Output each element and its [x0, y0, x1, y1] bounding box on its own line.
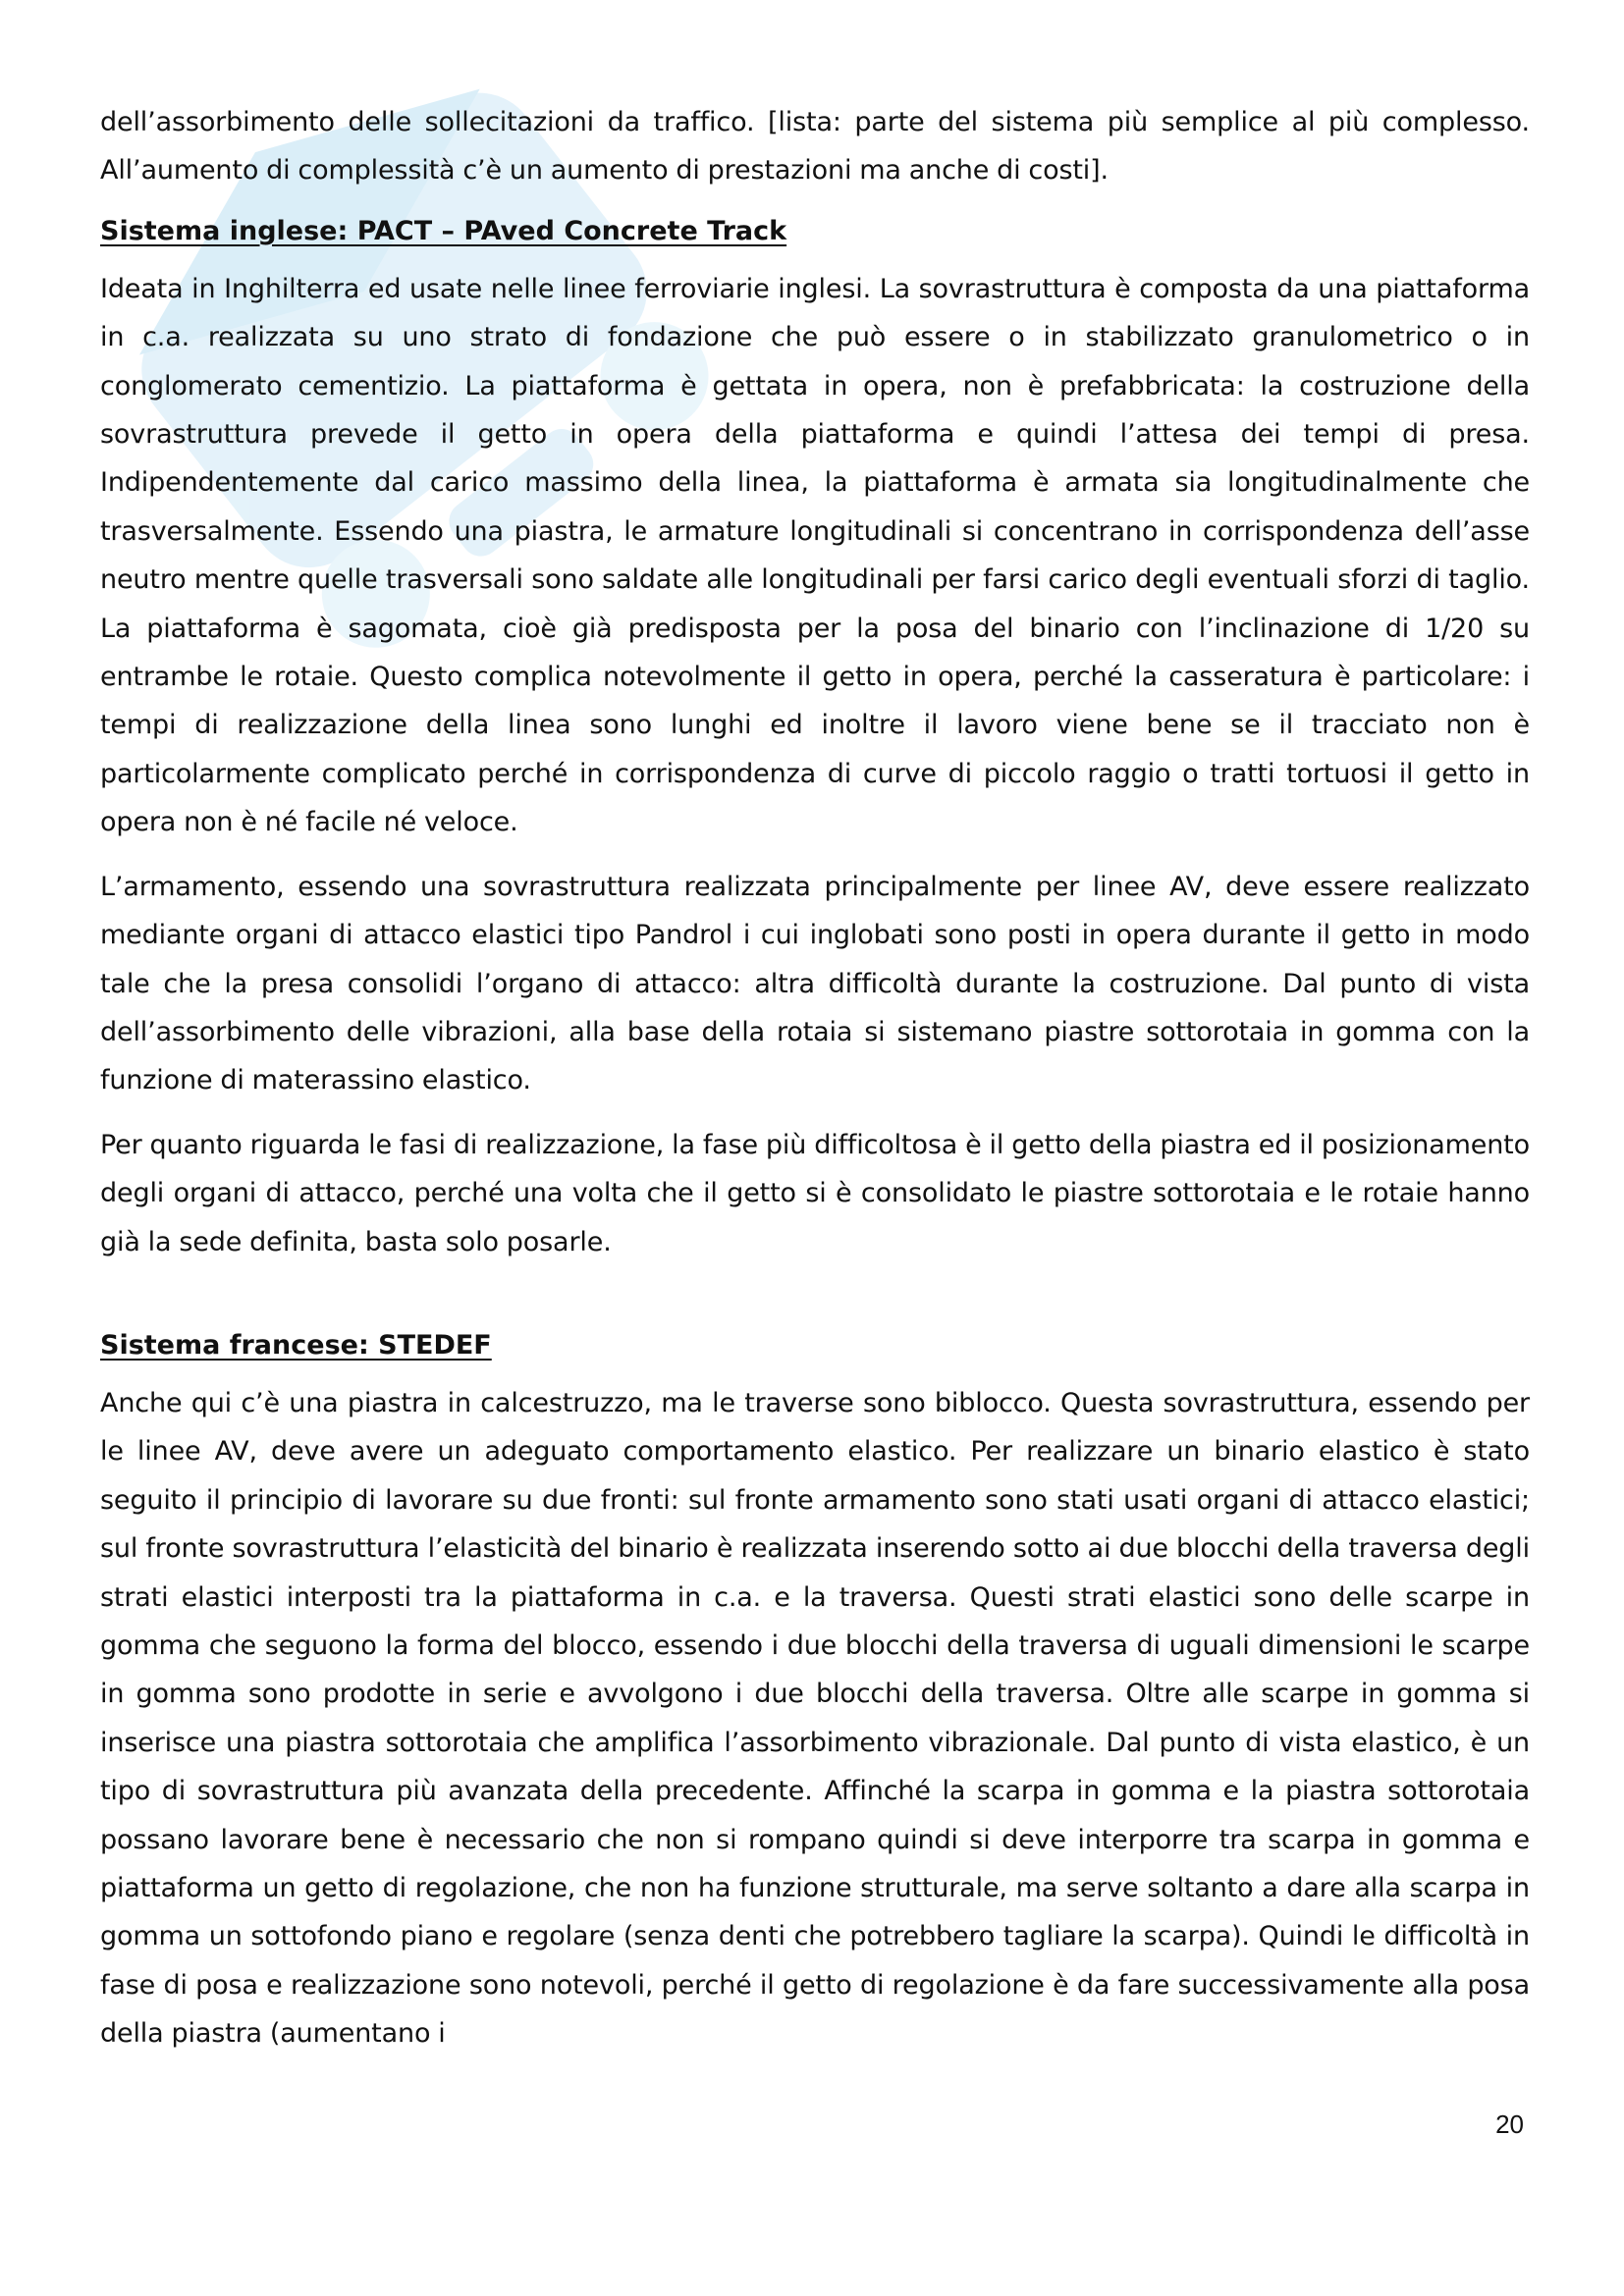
pact-paragraph-1: Ideata in Inghilterra ed usate nelle linee ferroviarie inglesi. La sovrastruttura è composta da una piattaforma in c.a. realizzata su uno strato di fondazione che può essere o in stabilizzato granulometrico o in conglomerato cementizio. La piattaforma è gettata in opera, non è prefabbricata: la costruzione della sovrastruttura prevede il getto in opera della piattaforma e quindi l’attesa dei tempi di presa. Indipendentemente dal carico massimo della linea, la piattaforma è armata sia longitudinalmente che trasversalmente. Essendo una piastra, le armature longitudinali si concentrano in corrispondenza dell’asse neutro mentre quelle trasversali sono saldate alle longitudinali per farsi carico degli eventuali sforzi di taglio. La piattaforma è sagomata, cioè già predisposta per la posa del binario con l’inclinazione di 1/20 su entrambe le rotaie. Questo complica notevolmente il getto in opera, perché la casseratura è particolare: i tempi di realizzazione della linea sono lunghi ed inoltre il lavoro viene bene se il tracciato non è particolarmente complicato perché in corrispondenza di curve di piccolo raggio o tratti tortuosi il getto in opera non è né facile né veloce.	[100, 273, 1530, 838]
pact-paragraph-3: Per quanto riguarda le fasi di realizzazione, la fase più difficoltosa è il getto della piastra ed il posizionamento degli organi di attacco, perché una volta che il getto si è consolidato le piastre sottorotaia e le rotaie hanno già la sede definita, basta solo posarle.	[100, 1129, 1530, 1257]
intro-paragraph: dell’assorbimento delle sollecitazioni da traffico. [lista: parte del sistema più semplice al più complesso. All’aumento di complessità c’è un aumento di prestazioni ma anche di costi].	[100, 107, 1530, 187]
stedef-paragraph-1: Anche qui c’è una piastra in calcestruzzo, ma le traverse sono biblocco. Questa sovrastruttura, essendo per le linee AV, deve avere un adeguato comportamento elastico. Per realizzare un binario elastico è stato seguito il principio di lavorare su due fronti: sul fronte armamento sono stati usati organi di attacco elastici; sul fronte sovrastruttura l’elasticità del binario è realizzata inserendo sotto ai due blocchi della traversa degli strati elastici interposti tra la piattaforma in c.a. e la traversa. Questi strati elastici sono delle scarpe in gomma che seguono la forma del blocco, essendo i due blocchi della traversa di uguali dimensioni le scarpe in gomma sono prodotte in serie e avvolgono i due blocchi della traversa. Oltre alle scarpe in gomma si inserisce una piastra sottorotaia che amplifica l’assorbimento vibrazionale. Dal punto di vista elastico, è un tipo di sovrastruttura più avanzata della precedente. Affinché la scarpa in gomma e la piastra sottorotaia possano lavorare bene è necessario che non si rompano quindi si deve interporre tra scarpa in gomma e piattaforma un getto di regolazione, che non ha funzione strutturale, ma serve soltanto a dare alla scarpa in gomma un sottofondo piano e regolare (senza denti che potrebbero tagliare la scarpa). Quindi le difficoltà in fase di posa e realizzazione sono notevoli, perché il getto di regolazione è da fare successivamente alla posa della piastra (aumentano i	[100, 1387, 1530, 2050]
pact-paragraph-2: L’armamento, essendo una sovrastruttura realizzata principalmente per linee AV, deve essere realizzato mediante organi di attacco elastici tipo Pandrol i cui inglobati sono posti in opera durante il getto in modo tale che la presa consolidi l’organo di attacco: altra difficoltà durante la costruzione. Dal punto di vista dell’assorbimento delle vibrazioni, alla base della rotaia si sistemano piastre sottorotaia in gomma con la funzione di materassino elastico.	[100, 871, 1530, 1096]
section-heading-stedef: Sistema francese: STEDEF	[100, 1329, 492, 1361]
document-page	[100, 98, 1530, 2074]
page-number: 20	[1495, 2109, 1524, 2139]
section-heading-pact: Sistema inglese: PACT – PAved Concrete Track	[100, 215, 787, 246]
